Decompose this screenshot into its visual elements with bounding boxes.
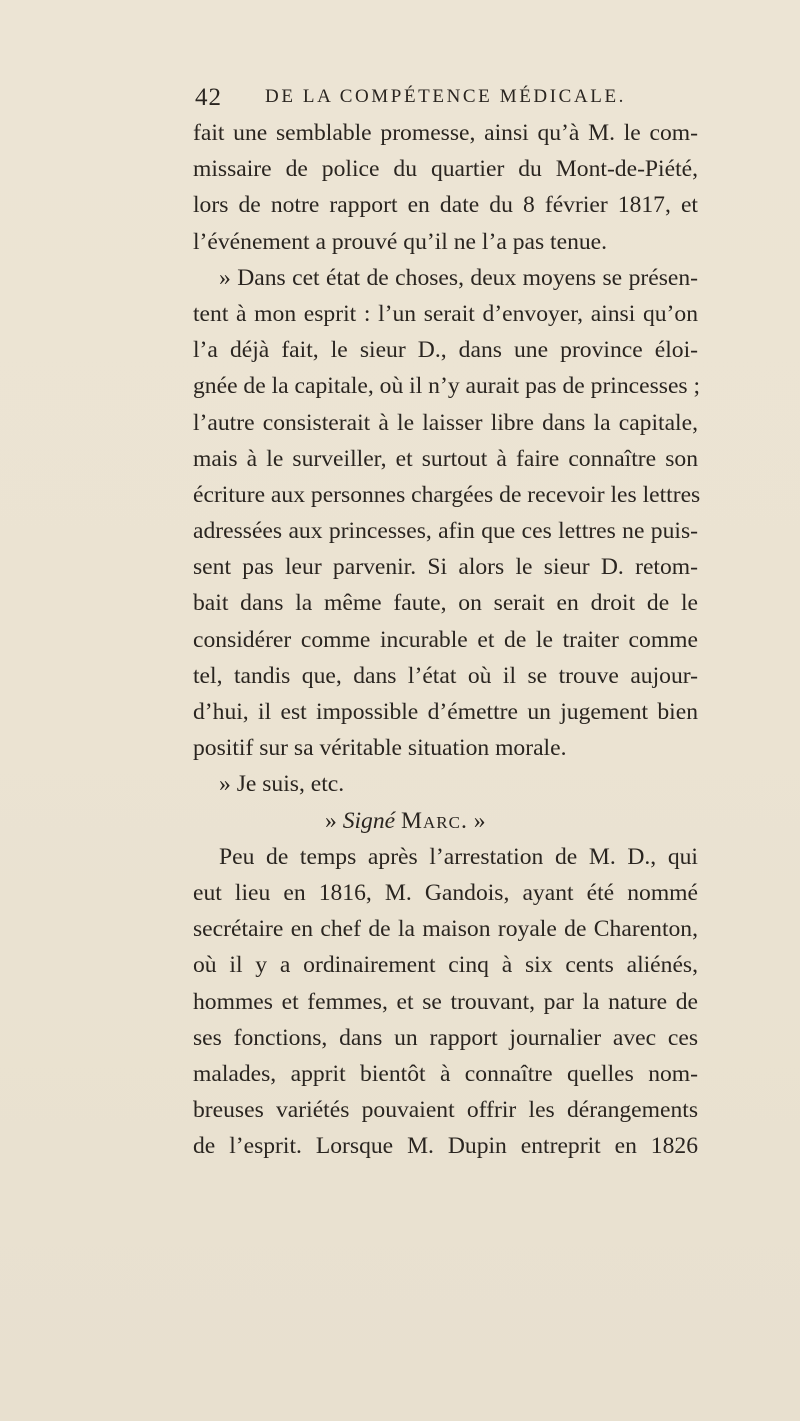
- text-line: missaire de police du quartier du Mont-de-Piété,: [193, 156, 698, 183]
- text-line: l’a déjà fait, le sieur D., dans une province éloi-: [193, 337, 698, 364]
- text-line: tel, tandis que, dans l’état où il se trouve aujour-: [193, 662, 698, 689]
- text-line: eut lieu en 1816, M. Gandois, ayant été nommé: [193, 879, 698, 906]
- text-line: mais à le surveiller, et surtout à faire connaître son: [193, 445, 698, 472]
- running-title: DE LA COMPÉTENCE MÉDICALE.: [265, 86, 627, 107]
- text-line: malades, apprit bientôt à connaître quelles nom-: [193, 1060, 698, 1087]
- signature-signed: Signé: [342, 807, 396, 834]
- text-line: ses fonctions, dans un rapport journalier avec ces: [193, 1024, 698, 1051]
- text-line: bait dans la même faute, on serait en droit de le: [193, 590, 698, 617]
- text-line: d’hui, il est impossible d’émettre un jugement bien: [193, 699, 698, 725]
- signature-close-quote: »: [473, 807, 486, 834]
- text-line: secrétaire en chef de la maison royale de Charenton,: [193, 916, 698, 943]
- text-line: où il y a ordinairement cinq à six cents aliénés,: [193, 952, 698, 979]
- text-line: fait une semblable promesse, ainsi qu’à M. le com-: [193, 120, 698, 146]
- signature-line: [193, 803, 698, 839]
- text-line: » Je suis, etc.: [219, 771, 345, 798]
- text-line: de l’esprit. Lorsque M. Dupin entreprit en 1826: [193, 1133, 698, 1160]
- body-text: [193, 115, 701, 1164]
- text-line: breuses variétés pouvaient offrir les dérangements: [193, 1097, 698, 1124]
- page-header: [195, 84, 685, 118]
- text-line: considérer comme incurable et de le traiter comme: [193, 626, 698, 653]
- signature-name: Marc.: [401, 807, 468, 834]
- text-line: l’événement a prouvé qu’il ne l’a pas tenue.: [193, 228, 608, 255]
- text-line: gnée de la capitale, où il n’y aurait pas de princesses ;: [193, 373, 701, 400]
- text-line: positif sur sa véritable situation morale.: [193, 735, 567, 762]
- signature-open-quote: »: [325, 807, 337, 834]
- text-line: sent pas leur parvenir. Si alors le sieur D. retom-: [193, 554, 698, 581]
- text-line: » Dans cet état de choses, deux moyens se présen-: [219, 264, 698, 291]
- text-line: adressées aux princesses, afin que ces lettres ne puis-: [193, 518, 698, 545]
- text-line: hommes et femmes, et se trouvant, par la nature de: [193, 988, 698, 1015]
- text-line: Peu de temps après l’arrestation de M. D., qui: [219, 843, 698, 870]
- text-line: écriture aux personnes chargées de recevoir les lettres: [193, 481, 701, 508]
- text-line: l’autre consisterait à le laisser libre dans la capitale,: [193, 409, 698, 436]
- page-number: 42: [195, 84, 222, 111]
- text-line: lors de notre rapport en date du 8 février 1817, et: [193, 192, 698, 219]
- text-line: tent à mon esprit : l’un serait d’envoyer, ainsi qu’on: [193, 300, 698, 327]
